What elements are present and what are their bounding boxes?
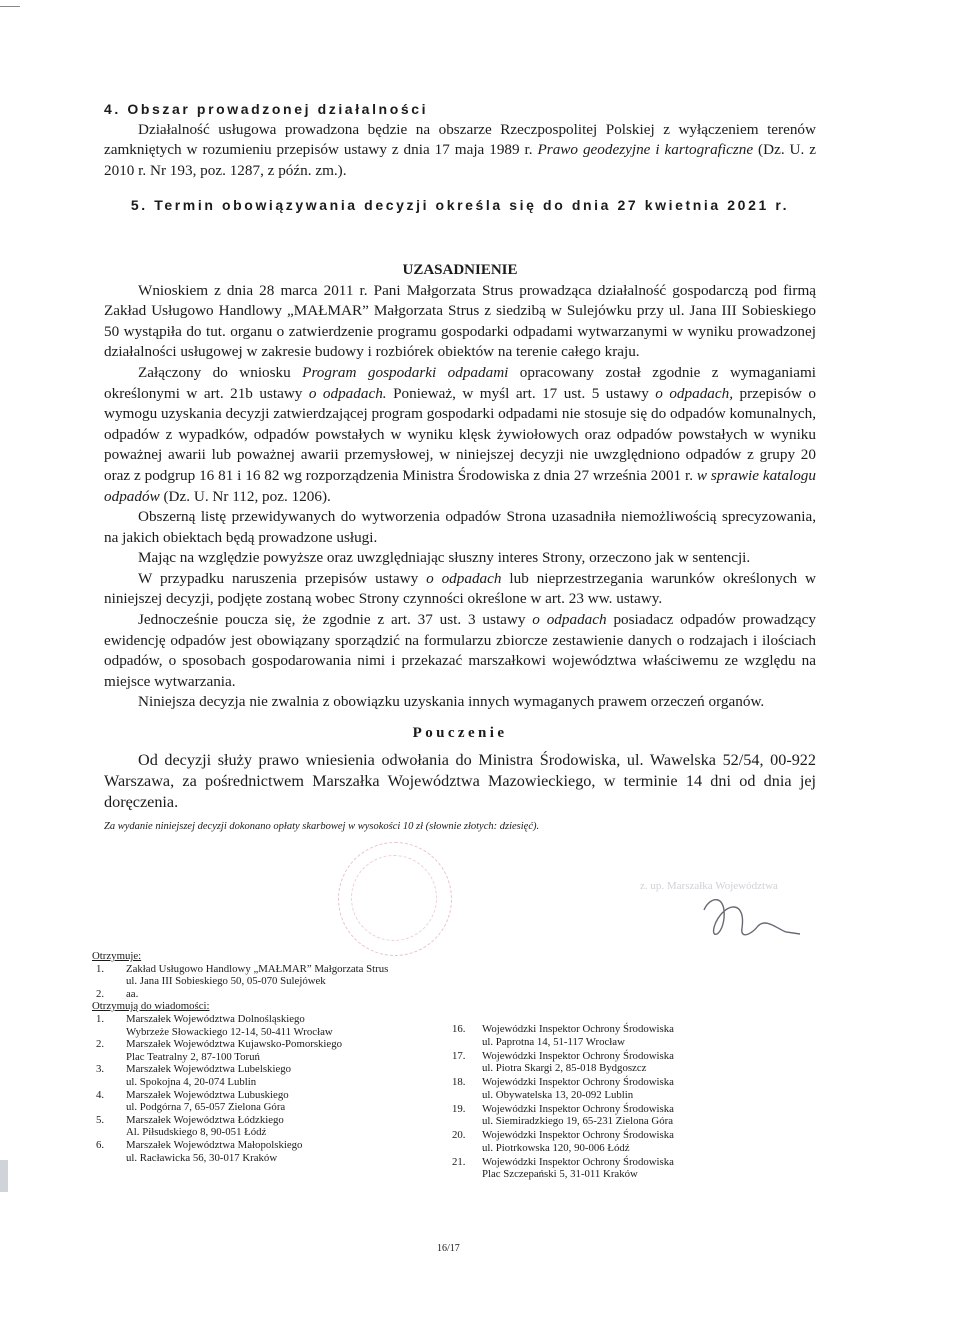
info-line: ul. Paprotna 14, 51-117 Wrocław [482,1035,625,1048]
recipient-item [92,988,432,1001]
italic-part: o odpadach [532,611,607,629]
info-line: ul. Obywatelska 13, 20-092 Lublin [482,1088,634,1101]
info-line: ul. Siemiradzkiego 19, 65-231 Zielona Góra [482,1115,673,1128]
pouczenie-text: Od decyzji służy prawo wniesienia odwołania do Ministra Środowiska, ul. Wawelska 52/54, 00-922 Warszawa, za pośrednictwem Marszałka Województwa Mazowieckiego, w terminie 14 dni od dnia jej doręczenia. [104,750,816,811]
info-recipient-item [448,1129,748,1154]
justification-paragraph-2 [104,363,816,507]
text-part: (Dz. U. Nr 112, poz. 1206). [159,487,331,505]
info-recipient-item [448,1050,748,1075]
info-text [126,1038,432,1063]
info-line: Wybrzeże Słowackiego 12-14, 50-411 Wrocław [126,1025,333,1038]
handwritten-signature [696,888,806,948]
info-text [482,1076,748,1101]
section-4-heading: 4. Obszar prowadzonej działalności [104,101,429,117]
info-line: Wojewódzki Inspektor Ochrony Środowiska [482,1076,674,1089]
recipient-line: Zakład Usługowo Handlowy „MAŁMAR” Małgorzata Strus [126,962,389,975]
recipient-number: 1. [96,962,105,975]
info-recipient-item [448,1103,748,1128]
info-line: ul. Piotra Skargi 2, 85-018 Bydgoszcz [482,1062,647,1075]
recipient-item [92,963,432,988]
section-4-text-part: (Dz. U. z 2010 r. Nr 193, poz. 1287, z późn. zm.). [104,141,816,179]
official-seal [338,842,452,956]
justification-paragraph-5 [104,569,816,610]
info-line: Marszałek Województwa Małopolskiego [126,1138,303,1151]
justification-paragraph-1: Wnioskiem z dnia 28 marca 2011 r. Pani Małgorzata Strus prowadząca działalność gospodarczą pod firmą Zakład Usługowo Handlowy „MAŁMAR” Małgorzata Strus z siedzibą w Sulejówku przy ul. Jana III Sobieskiego 50 wystąpiła do tut. organu o zatwierdzenie programu gospodarki odpadami wytwarzanymi w wyniku prowadzonej działalności usługowej w zakresie budowy i rozbiórek obiektów na terenie całego kraju. [104,281,816,361]
law-title: Prawo geodezyjne i kartograficzne [537,141,754,159]
info-text [482,1156,748,1181]
info-recipient-item [92,1013,432,1038]
info-text [482,1103,748,1128]
recipients-heading: Otrzymuje: [92,950,142,962]
info-line: Wojewódzki Inspektor Ochrony Środowiska [482,1155,674,1168]
info-text [482,1129,748,1154]
info-number: 4. [96,1088,105,1101]
scan-edge-mark [0,1160,8,1192]
recipient-line: ul. Jana III Sobieskiego 50, 05-070 Sulejówek [126,975,326,988]
info-recipient-item [448,1076,748,1101]
info-text [126,1013,432,1038]
signature-stamp-text: z. up. Marszałka Województwa [640,880,778,892]
text-part: W przypadku naruszenia przepisów ustawy [138,569,427,587]
recipient-text [126,963,432,988]
info-recipient-item [448,1023,748,1048]
text-part: opracowany został zgodnie z wymaganiami określonymi w art. 21b ustawy [104,363,816,402]
uzasadnienie-heading: UZASADNIENIE [402,261,518,278]
info-line: ul. Podgórna 7, 65-057 Zielona Góra [126,1101,286,1114]
info-recipient-item [92,1063,432,1088]
decision-body [104,99,816,837]
info-line: Wojewódzki Inspektor Ochrony Środowiska [482,1102,674,1115]
info-number: 20. [452,1129,466,1142]
text-part: Jednocześnie poucza się, że zgodnie z art. 37 ust. 3 ustawy [138,611,533,629]
info-line: Marszałek Województwa Lubuskiego [126,1088,289,1101]
section-5-heading: 5. Termin obowiązywania decyzji określa się do dnia 27 kwietnia 2021 r. [130,197,790,214]
info-line: Marszałek Województwa Łódzkiego [126,1113,284,1126]
info-number: 2. [96,1038,105,1051]
info-line: Wojewódzki Inspektor Ochrony Środowiska [482,1023,674,1035]
info-line: ul. Racławicka 56, 30-017 Kraków [126,1151,278,1164]
stamp-duty-note: Za wydanie niniejszej decyzji dokonano opłaty skarbowej w wysokości 10 zł (słownie złotych: dziesięć). [104,820,540,832]
info-recipient-item [92,1139,432,1164]
info-recipients-right-column [448,1023,748,1182]
justification-paragraph-3: Obszerną listę przewidywanych do wytworzenia odpadów Strona uzasadniła niemożliwością sprecyzowania, na jakich obiektach będą prowadzone usługi. [104,508,816,546]
italic-part: Program gospodarki odpadami [302,363,509,381]
italic-part: o odpadach [426,569,502,587]
text-part: lub nieprzestrzegania warunków określonych w niniejszej decyzji, podjęte zostaną wobec Strony czynności określone w art. 23 ww. ustawy. [104,569,816,608]
info-number: 5. [96,1113,105,1126]
text-part: Ponieważ, w myśl art. 17 ust. 5 ustawy [386,384,656,402]
justification-paragraph-6 [104,610,816,692]
italic-part: o odpadach, [655,384,734,402]
info-recipient-item [92,1089,432,1114]
info-number: 1. [96,1012,105,1025]
info-text [126,1114,432,1139]
info-line: Marszałek Województwa Kujawsko-Pomorskiego [126,1038,343,1051]
info-line: Plac Teatralny 2, 87-100 Toruń [126,1050,260,1063]
section-4-text-part: Działalność usługowa prowadzona będzie na obszarze Rzeczpospolitej Polskiej z wyłączeniem terenów zamkniętych w rozumieniu przepisów ustawy z dnia 17 maja 1989 r. [104,120,816,159]
info-text [482,1050,748,1075]
recipient-number: 2. [96,987,105,1000]
italic-part: w sprawie katalogu odpadów [104,466,816,505]
info-number: 17. [452,1049,466,1062]
info-recipient-item [92,1114,432,1139]
text-part: Załączony do wniosku [138,363,303,381]
section-4-text [104,120,816,182]
pouczenie-heading: Pouczenie [412,725,508,742]
info-number: 6. [96,1138,105,1151]
info-number: 19. [452,1102,466,1115]
info-number: 18. [452,1076,466,1089]
justification-paragraph-7: Niniejsza decyzja nie zwalnia z obowiązku uzyskania innych wymaganych prawem orzeczeń organów. [138,693,765,711]
scan-mark [0,6,20,7]
info-text [126,1089,432,1114]
official-seal-inner [351,855,437,941]
info-text [126,1139,432,1164]
info-line: Marszałek Województwa Lubelskiego [126,1063,292,1076]
info-recipients-heading: Otrzymują do wiadomości: [92,1000,210,1013]
info-text [482,1023,748,1048]
info-number: 16. [452,1023,466,1035]
info-line: Wojewódzki Inspektor Ochrony Środowiska [482,1129,674,1142]
info-line: ul. Spokojna 4, 20-074 Lublin [126,1075,257,1088]
text-part: posiadacz odpadów prowadzący ewidencję odpadów jest obowiązany sporządzić na formularzu zbiorcze zestawienie danych o rodzajach i ilościach odpadów, o sposobach gospodarowania nimi i przekazać marszałkowi województwa właściwemu ze względu na miejsce wytwarzania. [104,611,817,690]
text-part: przepisów o wymogu uzyskania decyzji zatwierdzającej program gospodarki odpadami nie stosuje się do odpadów komunalnych, odpadów z wypadków, odpadów powstałych w wyniku klęsk żywiołowych oraz odpadów powstałych w wyniku poważnej awarii lub poważnej awarii przemysłowej, w niniejszej decyzji nie uwzględniono odpadów z grupy 20 oraz z podgrup 16 81 i 16 82 wg rozporządzenia Ministra Środowiska z dnia 27 września 2001 r. [104,384,816,484]
info-text [126,1063,432,1088]
page-number: 16/17 [437,1243,460,1254]
recipients-block [92,950,432,1164]
italic-part: o odpadach. [308,384,387,402]
info-line: ul. Piotrkowska 120, 90-006 Łódź [482,1141,630,1154]
info-line: Plac Szczepański 5, 31-011 Kraków [482,1168,638,1181]
info-number: 3. [96,1063,105,1076]
info-line: Marszałek Województwa Dolnośląskiego [126,1012,305,1025]
info-recipient-item [448,1156,748,1181]
recipient-line: aa. [126,987,139,1000]
info-line: Wojewódzki Inspektor Ochrony Środowiska [482,1049,674,1062]
info-number: 21. [452,1155,466,1168]
justification-paragraph-4: Mając na względzie powyższe oraz uwzględniając słuszny interes Strony, orzeczono jak w sentencji. [138,549,751,567]
info-line: Al. Piłsudskiego 8, 90-051 Łódź [126,1126,267,1139]
info-recipient-item [92,1038,432,1063]
